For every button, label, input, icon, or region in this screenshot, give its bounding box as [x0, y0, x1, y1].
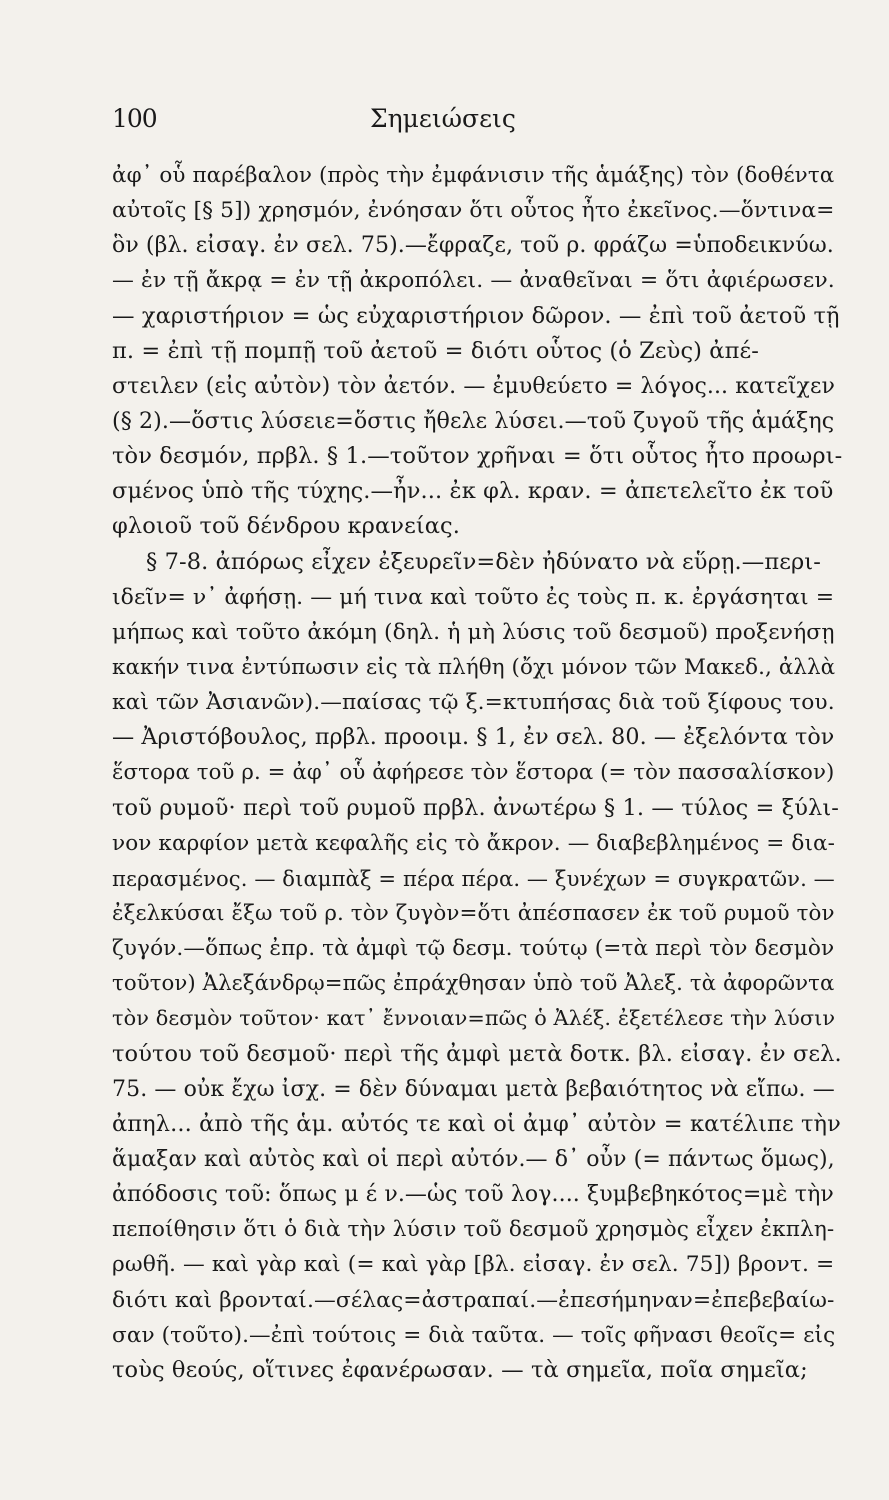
- text-line: — ἐν τῇ ἄκρᾳ = ἐν τῇ ἀκροπόλει. — ἀναθεῖναι = ὅτι ἀφιέρωσεν.: [112, 268, 835, 294]
- text-line: (§ 2).—ὅστις λύσειε=ὅστις ἤθελε λύσει.—τοῦ ζυγοῦ τῆς ἁμάξης: [112, 407, 835, 434]
- paragraph-start-line: § 7-8. ἀπόρως εἶχεν ἐξευρεῖν=δὲν ἠδύνατο νὰ εὕρῃ.—περι-: [146, 548, 821, 575]
- page-number: 100: [112, 104, 157, 133]
- text-line: πεποίθησιν ὅτι ὁ διὰ τὴν λύσιν τοῦ δεσμοῦ χρησμὸς εἶχεν ἐκπλη-: [112, 1217, 835, 1243]
- text-line: ζυγόν.—ὅπως ἐπρ. τὰ ἀμφὶ τῷ δεσμ. τούτῳ (=τὰ περὶ τὸν δεσμὸν: [112, 936, 835, 962]
- text-line: ἐξελκύσαι ἔξω τοῦ ρ. τὸν ζυγὸν=ὅτι ἀπέσπασεν ἐκ τοῦ ρυμοῦ τὸν: [112, 900, 835, 926]
- text-line: στειλεν (εἰς αὐτὸν) τὸν ἀετόν. — ἐμυθεύετο = λόγος... κατεῖχεν: [112, 373, 835, 399]
- text-line: ἀπόδοσις τοῦ: ὅπως μ έ ν.—ὡς τοῦ λογ.... ξυμβεβηκότος=μὲ τὴν: [112, 1182, 834, 1208]
- text-line: καὶ τῶν Ἀσιανῶν).—παίσας τῷ ξ.=κτυπήσας διὰ τοῦ ξίφους του.: [112, 690, 835, 716]
- text-line: τοῦ ρυμοῦ· περὶ τοῦ ρυμοῦ πρβλ. ἀνωτέρω § 1. — τύλος = ξύλι-: [112, 794, 840, 821]
- text-line: σαν (τοῦτο).—ἐπὶ τούτοις = διὰ ταῦτα. — τοῖς φῆνασι θεοῖς= εἰς: [112, 1322, 836, 1348]
- text-line: φλοιοῦ τοῦ δένδρου κρανείας.: [112, 513, 461, 540]
- text-line: — χαριστήριον = ὡς εὐχαριστήριον δῶρον. — ἐπὶ τοῦ ἀετοῦ τῇ: [112, 302, 840, 329]
- text-line: 75. — οὐκ ἔχω ἰσχ. = δὲν δύναμαι μετὰ βεβαιότητος νὰ εἴπω. —: [112, 1076, 835, 1102]
- text-line: διότι καὶ βρονταί.—σέλας=ἀστραπαί.—ἐπεσήμηναν=ἐπεβεβαίω-: [112, 1287, 835, 1313]
- text-line: τοῦτον) Ἀλεξάνδρῳ=πῶς ἐπράχθησαν ὑπὸ τοῦ Ἀλεξ. τὰ ἀφορῶντα: [112, 971, 835, 997]
- text-line: κακήν τινα ἐντύπωσιν εἰς τὰ πλήθη (ὄχι μόνον τῶν Μακεδ., ἀλλὰ: [112, 654, 836, 680]
- text-line: σμένος ὑπὸ τῆς τύχης.—ἦν... ἐκ φλ. κραν. = ἀπετελεῖτο ἐκ τοῦ: [112, 478, 834, 505]
- text-line: ἀφ᾽ οὗ παρέβαλον (πρὸς τὴν ἐμφάνισιν τῆς ἁμάξης) τὸν (δοθέντα: [112, 163, 835, 188]
- text-line: ἀπηλ... ἀπὸ τῆς ἁμ. αὐτός τε καὶ οἱ ἀμφ᾽ αὐτὸν = κατέλιπε τὴν: [112, 1110, 841, 1137]
- text-line: π. = ἐπὶ τῇ πομπῇ τοῦ ἀετοῦ = διότι οὗτος (ὁ Ζεὺς) ἀπέ-: [112, 337, 759, 364]
- text-line: ἅμαξαν καὶ αὐτὸς καὶ οἱ περὶ αὐτόν.— δ᾽ οὖν (= πάντως ὅμως),: [112, 1146, 835, 1172]
- text-line: νον καρφίον μετὰ κεφαλῆς εἰς τὸ ἄκρον. — διαβεβλημένος = δια-: [112, 830, 836, 856]
- text-line: αὐτοῖς [§ 5]) χρησμόν, ἐνόησαν ὅτι οὗτος ἦτο ἐκεῖνος.—ὅντινα=: [112, 198, 835, 224]
- text-line: περασμένος. — διαμπὰξ = πέρα πέρα. — ξυνέχων = συγκρατῶν. —: [112, 865, 835, 891]
- text-line: — Ἀριστόβουλος, πρβλ. προοιμ. § 1, ἐν σελ. 80. — ἐξελόντα τὸν: [112, 724, 835, 751]
- running-title: Σημειώσεις: [370, 104, 516, 133]
- text-line: τούτου τοῦ δεσμοῦ· περὶ τῆς ἀμφὶ μετὰ δοτκ. βλ. εἰσαγ. ἐν σελ.: [112, 1040, 842, 1067]
- text-line: τὸν δεσμόν, πρβλ. § 1.—τοῦτον χρῆναι = ὅτι οὗτος ἦτο προωρι-: [112, 443, 842, 470]
- text-line: ὃν (βλ. εἰσαγ. ἐν σελ. 75).—ἔφραζε, τοῦ ρ. φράζω =ὑποδεικνύω.: [112, 233, 834, 259]
- text-line: ἕστορα τοῦ ρ. = ἀφ᾽ οὗ ἀφήρεσε τὸν ἕστορα (= τὸν πασσαλίσκον): [112, 760, 835, 786]
- text-line: ρωθῆ. — καὶ γὰρ καὶ (= καὶ γὰρ [βλ. εἰσαγ. ἐν σελ. 75]) βροντ. =: [112, 1252, 835, 1278]
- text-line: τοὺς θεούς, οἵτινες ἐφανέρωσαν. — τὰ σημεῖα, ποῖα σημεῖα;: [112, 1356, 808, 1383]
- text-line: τὸν δεσμὸν τοῦτον· κατ᾽ ἔννοιαν=πῶς ὁ Ἀλέξ. ἐξετέλεσε τὴν λύσιν: [112, 1006, 836, 1031]
- text-line: μήπως καὶ τοῦτο ἀκόμη (δηλ. ἡ μὴ λύσις τοῦ δεσμοῦ) προξενήσῃ: [112, 619, 835, 645]
- notes-text: [112, 158, 842, 1388]
- text-line: ιδεῖν= ν᾽ ἀφήσῃ. — μή τινα καὶ τοῦτο ἐς τοὺς π. κ. ἐργάσηται =: [112, 584, 835, 610]
- page-header: [112, 104, 832, 144]
